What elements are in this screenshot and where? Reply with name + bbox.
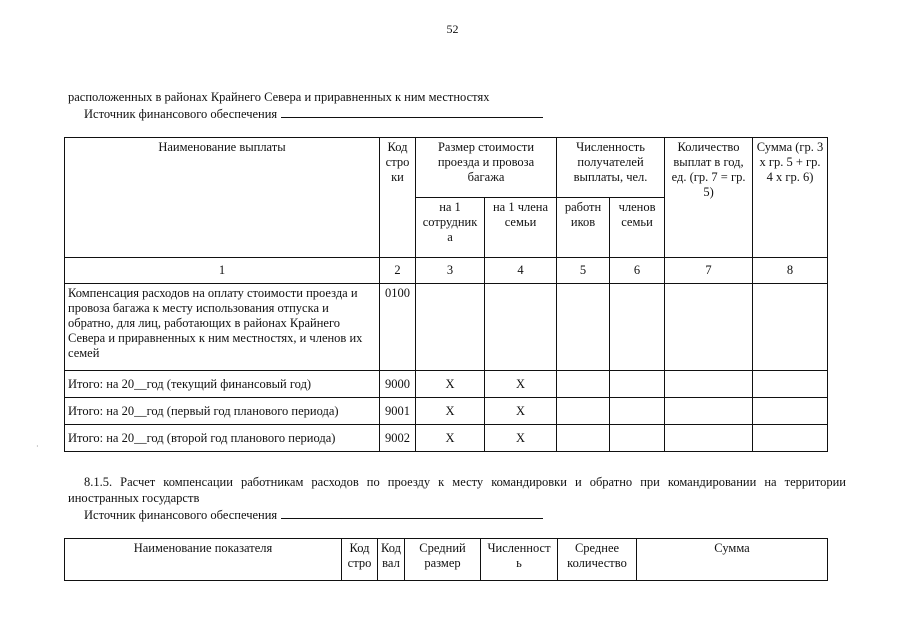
cell-per-family: X (485, 398, 557, 425)
page-number: 52 (446, 22, 459, 36)
cell-quantity (665, 284, 753, 371)
header-sum: Сумма (гр. 3 х гр. 5 + гр. 4 х гр. 6) (753, 138, 828, 258)
row-code: 0100 (380, 284, 416, 371)
cell-workers (557, 284, 610, 371)
cell-quantity (665, 398, 753, 425)
header-currency-code: Код вал (378, 539, 405, 581)
cell-workers (557, 425, 610, 452)
table-row (65, 425, 828, 452)
section1-source-blank (281, 106, 543, 118)
col-number: 7 (665, 258, 753, 284)
header-code: Код стро ки (380, 138, 416, 258)
col-number: 8 (753, 258, 828, 284)
cell-family-members (610, 284, 665, 371)
row-name: Итого: на 20__год (текущий финансовый год) (65, 371, 380, 398)
cell-sum (753, 371, 828, 398)
section2-table (64, 538, 828, 581)
section1-source-label: Источник финансового обеспечения (84, 107, 278, 121)
cell-quantity (665, 425, 753, 452)
cell-per-employee: X (416, 425, 485, 452)
row-code: 9000 (380, 371, 416, 398)
section2-source-blank (281, 507, 543, 519)
header-name: Наименование выплаты (65, 138, 380, 258)
row-name: Итого: на 20__год (первый год планового периода) (65, 398, 380, 425)
section2-source-line (84, 507, 543, 523)
cell-sum (753, 425, 828, 452)
section1-source-line (84, 106, 543, 122)
col-number: 6 (610, 258, 665, 284)
header-count-group: Численность получателей выплаты, чел. (557, 138, 665, 198)
section1-table (64, 137, 828, 452)
cell-workers (557, 398, 610, 425)
table-row (65, 284, 828, 371)
section1-intro-text: расположенных в районах Крайнего Севера и приравненных к ним местностях (68, 90, 490, 104)
cell-sum (753, 284, 828, 371)
header-per-family: на 1 члена семьи (485, 198, 557, 258)
header-sum: Сумма (637, 539, 828, 581)
header-count: Численност ь (481, 539, 558, 581)
header-quantity: Количество выплат в год, ед. (гр. 7 = гр. 5) (665, 138, 753, 258)
header-average-quantity: Среднее количество (558, 539, 637, 581)
row-code: 9002 (380, 425, 416, 452)
cell-per-family: X (485, 425, 557, 452)
cell-per-employee (416, 284, 485, 371)
header-row-code: Код стро (342, 539, 378, 581)
cell-per-employee: X (416, 371, 485, 398)
col-number: 2 (380, 258, 416, 284)
table-row (65, 371, 828, 398)
table-row (65, 398, 828, 425)
cell-per-family (485, 284, 557, 371)
col-number: 3 (416, 258, 485, 284)
header-indicator-name: Наименование показателя (65, 539, 342, 581)
section2-heading: 8.1.5. Расчет компенсации работникам расходов по проезду к месту командировки и обратно при командировании на территории иностранных государств (68, 475, 846, 505)
header-average-size: Средний размер (405, 539, 481, 581)
cell-per-employee: X (416, 398, 485, 425)
margin-mark: · (36, 442, 39, 451)
col-number: 1 (65, 258, 380, 284)
cell-family-members (610, 371, 665, 398)
column-numbers-row (65, 258, 828, 284)
header-cost-group: Размер стоимости проезда и провоза багажа (416, 138, 557, 198)
col-number: 4 (485, 258, 557, 284)
cell-per-family: X (485, 371, 557, 398)
cell-workers (557, 371, 610, 398)
cell-quantity (665, 371, 753, 398)
section2-source-label: Источник финансового обеспечения (84, 508, 278, 522)
cell-sum (753, 398, 828, 425)
row-name: Компенсация расходов на оплату стоимости проезда и провоза багажа к месту использования отпуска и обратно, для лиц, работающих в районах Крайнего Севера и приравненных к ним местностях, и членов их семей (65, 284, 380, 371)
header-per-employee: на 1 сотрудник а (416, 198, 485, 258)
cell-family-members (610, 425, 665, 452)
row-name: Итого: на 20__год (второй год планового периода) (65, 425, 380, 452)
row-code: 9001 (380, 398, 416, 425)
col-number: 5 (557, 258, 610, 284)
cell-family-members (610, 398, 665, 425)
header-family-members: членов семьи (610, 198, 665, 258)
header-workers: работн иков (557, 198, 610, 258)
